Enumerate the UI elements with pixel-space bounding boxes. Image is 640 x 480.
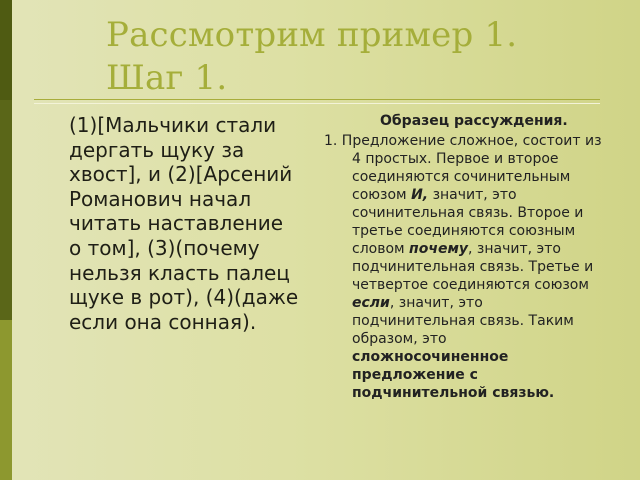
title-divider	[34, 99, 600, 100]
left-accent-bar-top	[0, 0, 12, 100]
reasoning-text-1: 1. Предложение сложное, состоит из 4 простых. Первое и второе соединяются сочинительным союзом	[324, 133, 602, 203]
reasoning-paragraph	[324, 132, 604, 402]
title-divider-highlight	[34, 103, 600, 104]
reasoning-text-2: значит, это сочинительная связь. Второе и третье соединяются союзным словом	[352, 187, 584, 257]
reasoning-conclusion: сложносочиненное предложение с подчинительной связью.	[352, 349, 555, 401]
left-accent-bar-bottom	[0, 320, 12, 480]
reasoning-body	[324, 132, 604, 402]
keyword-esli: если	[352, 295, 390, 311]
keyword-pochemu: почему	[409, 241, 469, 257]
slide-title-line2: Шаг 1.	[106, 58, 228, 98]
slide-title-line1: Рассмотрим пример 1.	[106, 15, 518, 55]
reasoning-heading: Образец рассуждения.	[380, 113, 568, 129]
reasoning-text-3: , значит, это подчинительная связь. Третье и четвертое соединяются союзом	[352, 241, 594, 293]
slide-title	[106, 14, 606, 100]
keyword-i: И,	[411, 187, 429, 203]
example-sentence: (1)[Мальчики стали дергать щуку за хвост], и (2)[Арсений Романович начал читать наставление о том], (3)(почему нельзя класть палец щуке в рот), (4)(даже если она сонная).	[69, 113, 299, 334]
reasoning-text-4: , значит, это подчинительная связь. Таким образом, это	[352, 295, 574, 347]
